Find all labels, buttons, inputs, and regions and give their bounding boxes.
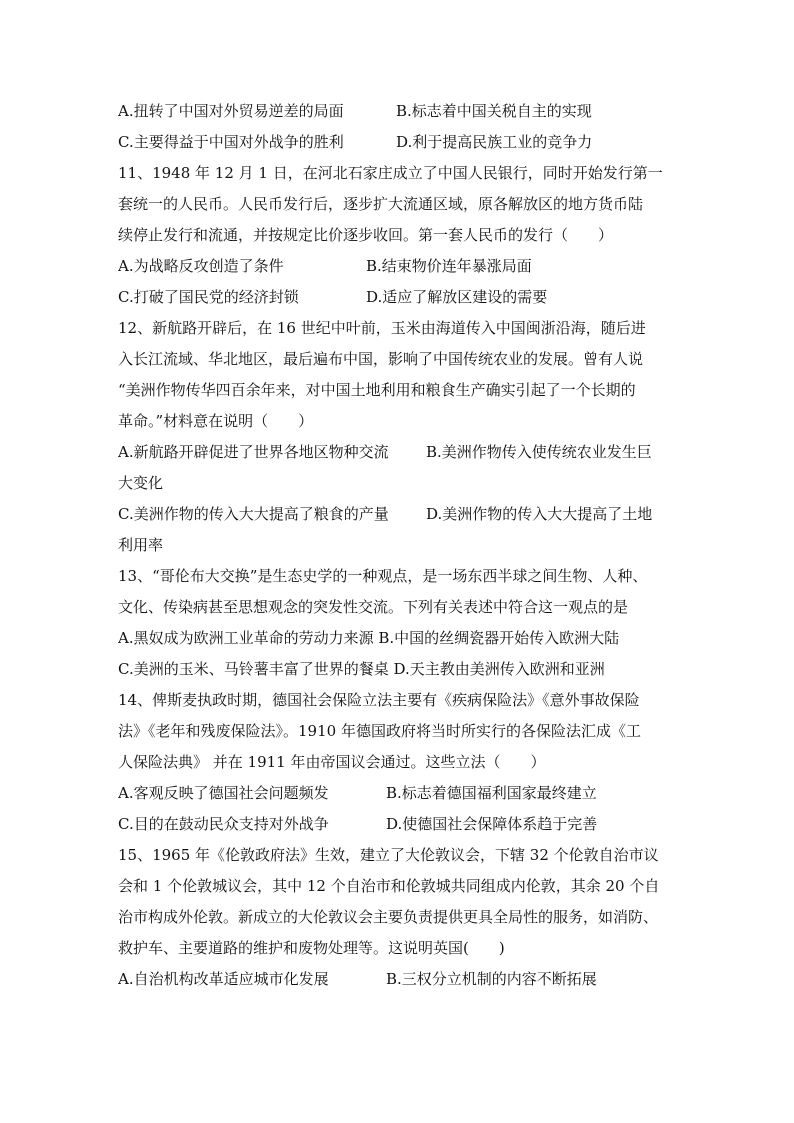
q15-option-b: B.三权分立机制的内容不断拓展 (386, 970, 597, 988)
q10-options-row-2 (118, 127, 683, 158)
q15-options-row-1 (118, 964, 683, 995)
q13-options-row-1: A.黑奴成为欧洲工业革命的劳动力来源 B.中国的丝绸瓷器开始传入欧洲大陆 (118, 629, 620, 647)
q10-option-d: D.利于提高民族工业的竞争力 (396, 133, 593, 151)
q12-option-a: A.新航路开辟促进了世界各地区物种交流 (118, 443, 389, 461)
q15-stem-line-1: 15、1965 年《伦敦政府法》生效，建立了大伦敦议会，下辖 32 个伦敦自治市议 (118, 846, 659, 864)
q11-stem-line-3: 续停止发行和流通，并按规定比价逐步收回。第一套人民币的发行（ ） (118, 226, 614, 244)
question-12 (118, 313, 683, 561)
q15-option-a: A.自治机构改革适应城市化发展 (118, 970, 329, 988)
q14-stem-line-1: 14、俾斯麦执政时期，德国社会保险立法主要有《疾病保险法》《意外事故保险 (118, 691, 640, 709)
q14-options-row-2 (118, 809, 683, 840)
q14-option-c: C.目的在鼓动民众支持对外战争 (118, 815, 329, 833)
q13-options-row-2: C.美洲的玉米、马铃薯丰富了世界的餐桌 D.天主教由美洲传入欧洲和亚洲 (118, 660, 605, 678)
q10-option-b: B.标志着中国关税自主的实现 (396, 102, 592, 120)
question-15 (118, 840, 683, 995)
q13-stem-line-2: 文化、传染病甚至思想观念的突发性交流。下列有关表述中符合这一观点的是 (118, 598, 629, 616)
q12-option-b-wrap: 大变化 (118, 474, 164, 492)
q11-options-row-1 (118, 251, 683, 282)
q11-stem-line-2: 套统一的人民币。人民币发行后，逐步扩大流通区域，原各解放区的地方货币陆 (118, 195, 644, 213)
q11-options-row-2 (118, 282, 683, 313)
q14-option-d: D.使德国社会保障体系趋于完善 (386, 815, 598, 833)
q15-stem-line-3: 治市构成外伦敦。新成立的大伦敦议会主要负责提供更具全局性的服务，如消防、 (118, 908, 659, 926)
q13-stem-line-1: 13、“哥伦布大交换”是生态史学的一种观点，是一场东西半球之间生物、人种、 (118, 567, 648, 585)
q15-stem-line-2: 会和 1 个伦敦城议会，其中 12 个自治市和伦敦城共同组成内伦敦，其余 20 个自 (118, 877, 660, 895)
q10-options-row-1 (118, 96, 683, 127)
q12-options-row-1 (118, 437, 683, 468)
q11-option-d: D.适应了解放区建设的需要 (366, 288, 548, 306)
q14-option-a: A.客观反映了德国社会问题频发 (118, 784, 329, 802)
q11-option-c: C.打破了国民党的经济封锁 (118, 288, 299, 306)
q11-option-b: B.结束物价连年暴涨局面 (366, 257, 532, 275)
q12-stem-line-4: 革命。”材料意在说明（ ） (118, 412, 314, 430)
q14-stem-line-2: 法》《老年和残废保险法》。1910 年德国政府将当时所实行的各保险法汇成《工 (118, 722, 641, 740)
question-13 (118, 561, 683, 685)
question-14 (118, 685, 683, 840)
q10-option-c: C.主要得益于中国对外战争的胜利 (118, 133, 344, 151)
q12-option-d-wrap: 利用率 (118, 536, 164, 554)
q12-stem-line-3: “美洲作物传华四百余年来，对中国土地利用和粮食生产确实引起了一个长期的 (118, 381, 636, 399)
q12-option-b: B.美洲作物传入使传统农业发生巨 (426, 443, 652, 461)
q10-option-a: A.扭转了中国对外贸易逆差的局面 (118, 102, 344, 120)
q14-options-row-1 (118, 778, 683, 809)
q12-option-d: D.美洲作物的传入大大提高了土地 (426, 505, 653, 523)
q15-stem-line-4: 救护车、主要道路的维护和废物处理等。这说明英国( ) (118, 939, 505, 957)
q11-option-a: A.为战略反攻创造了条件 (118, 257, 284, 275)
question-11 (118, 158, 683, 313)
q14-stem-line-3: 人保险法典》 并在 1911 年由帝国议会通过。这些立法（ ） (118, 753, 546, 771)
q12-stem-line-1: 12、新航路开辟后，在 16 世纪中叶前，玉米由海道传入中国闽浙沿海，随后进 (118, 319, 646, 337)
q12-options-row-2 (118, 499, 683, 530)
q11-stem-line-1: 11、1948 年 12 月 1 日，在河北石家庄成立了中国人民银行，同时开始发行第一 (118, 164, 663, 182)
q12-stem-line-2: 入长江流域、华北地区，最后遍布中国，影响了中国传统农业的发展。曾有人说 (118, 350, 644, 368)
q12-option-c: C.美洲作物的传入大大提高了粮食的产量 (118, 505, 389, 523)
q14-option-b: B.标志着德国福利国家最终建立 (386, 784, 597, 802)
exam-page (118, 96, 683, 995)
